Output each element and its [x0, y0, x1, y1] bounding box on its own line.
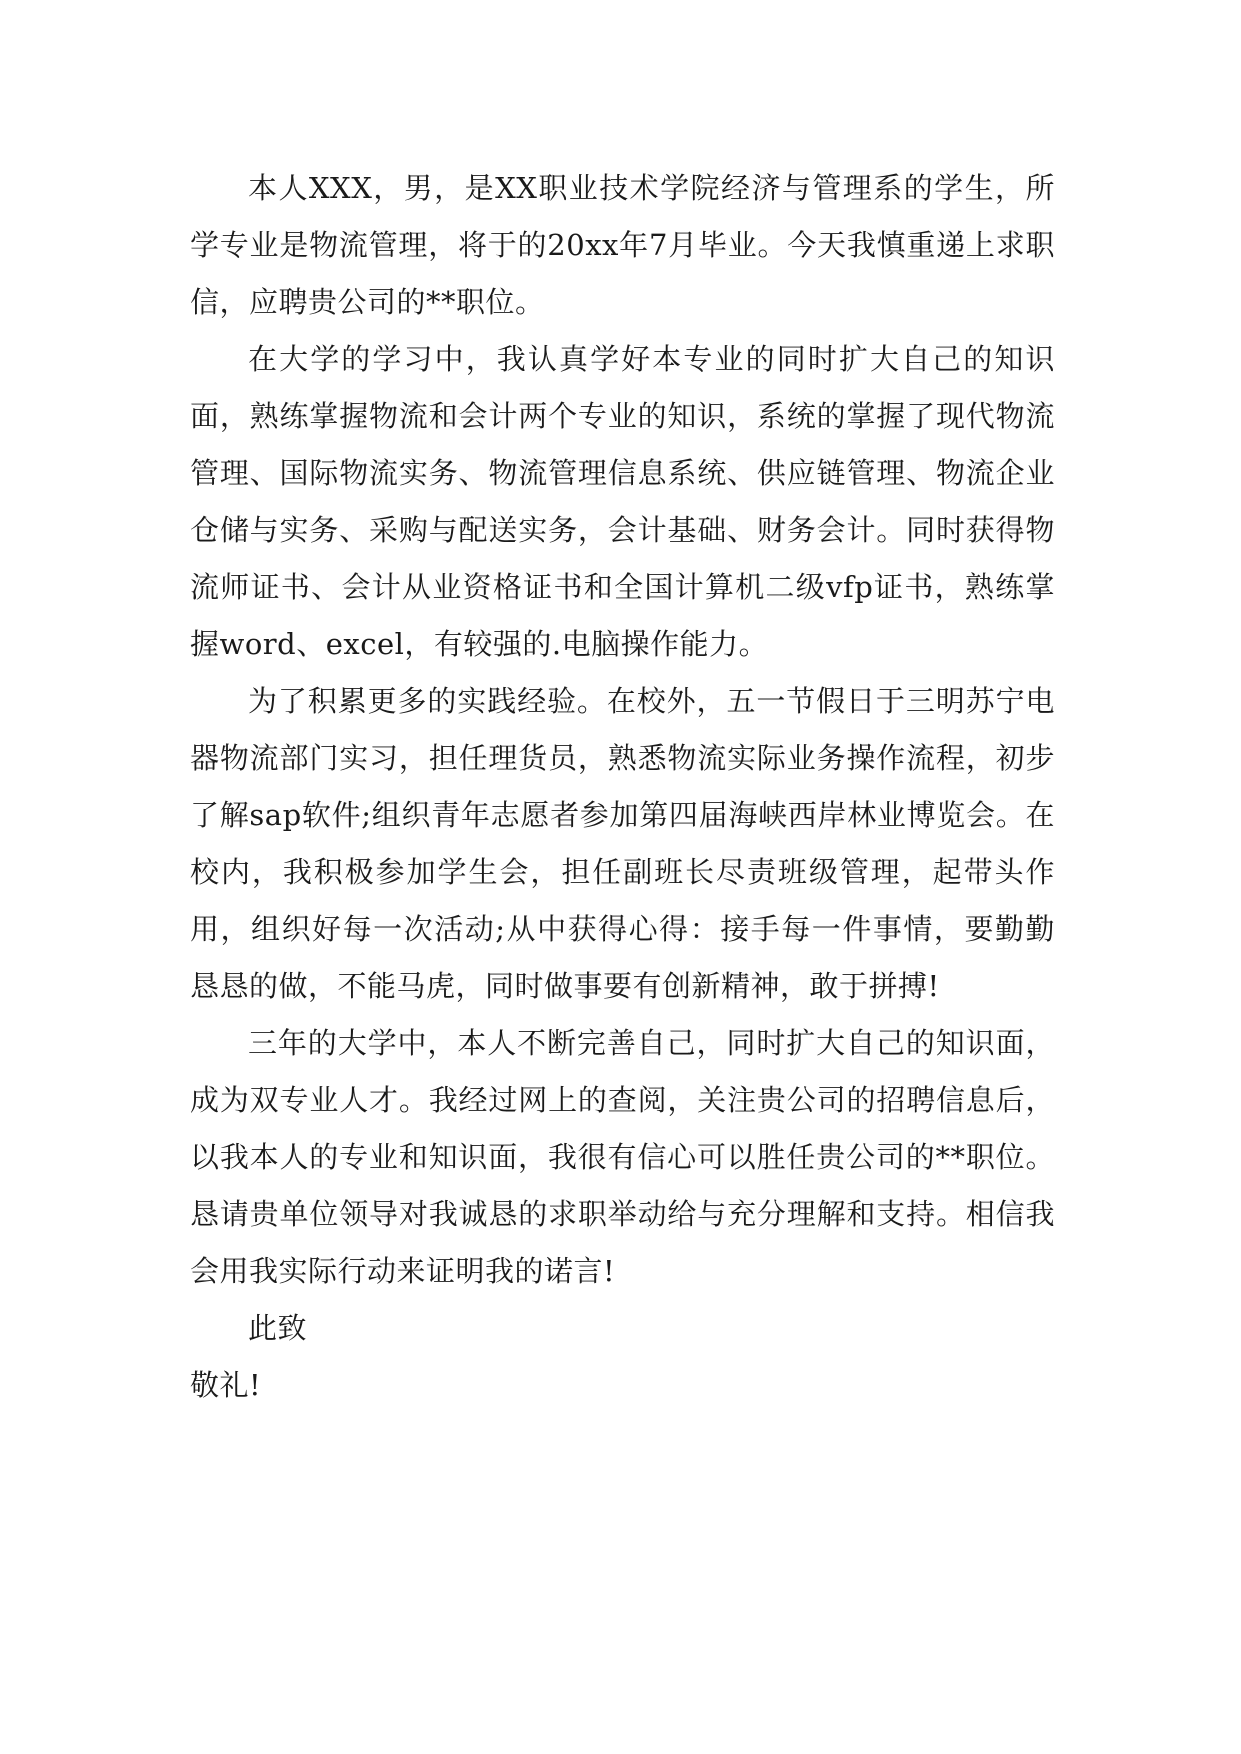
paragraph-introduction: 本人XXX，男，是XX职业技术学院经济与管理系的学生，所学专业是物流管理，将于的20xx年7月毕业。今天我慎重递上求职信，应聘贵公司的**职位。: [190, 171, 1055, 319]
closing-regards: 敬礼!: [190, 1368, 262, 1402]
letter-body: [190, 160, 1055, 1414]
paragraph-conclusion: 三年的大学中，本人不断完善自己，同时扩大自己的知识面，成为双专业人才。我经过网上的查阅，关注贵公司的招聘信息后，以我本人的专业和知识面，我很有信心可以胜任贵公司的**职位。恳请贵单位领导对我诚恳的求职举动给与充分理解和支持。相信我会用我实际行动来证明我的诺言!: [190, 1026, 1055, 1288]
paragraph-experience: 为了积累更多的实践经验。在校外，五一节假日于三明苏宁电器物流部门实习，担任理货员，熟悉物流实际业务操作流程，初步了解sap软件;组织青年志愿者参加第四届海峡西岸林业博览会。在校内，我积极参加学生会，担任副班长尽责班级管理，起带头作用，组织好每一次活动;从中获得心得：接手每一件事情，要勤勤恳恳的做，不能马虎，同时做事要有创新精神，敢于拼搏!: [190, 684, 1055, 1003]
paragraph-education: 在大学的学习中，我认真学好本专业的同时扩大自己的知识面，熟练掌握物流和会计两个专业的知识，系统的掌握了现代物流管理、国际物流实务、物流管理信息系统、供应链管理、物流企业仓储与实务、采购与配送实务，会计基础、财务会计。同时获得物流师证书、会计从业资格证书和全国计算机二级vfp证书，熟练掌握word、excel，有较强的.电脑操作能力。: [190, 342, 1055, 661]
closing-salutation: 此致: [248, 1311, 308, 1345]
